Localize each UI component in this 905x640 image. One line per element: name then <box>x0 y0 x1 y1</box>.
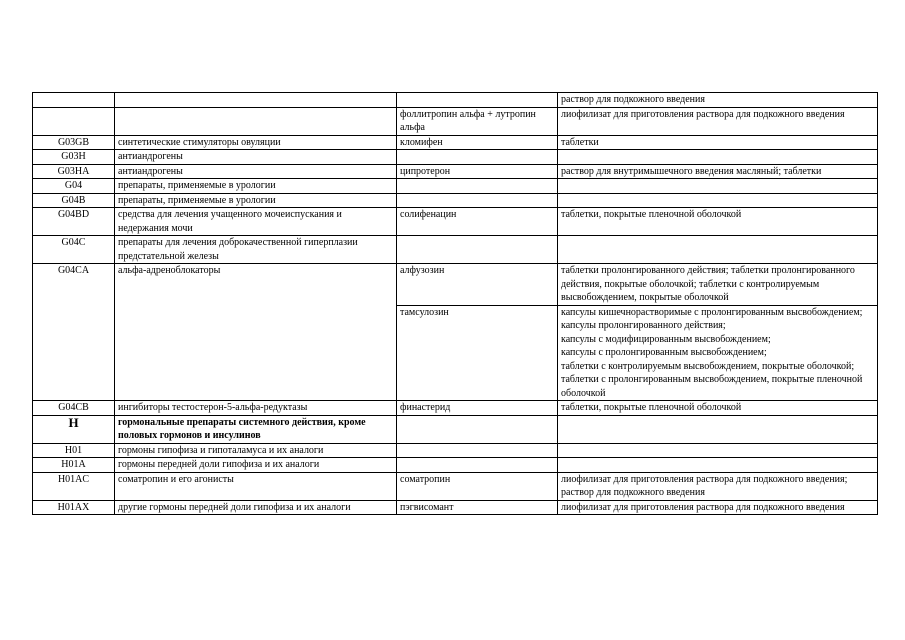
group-name: альфа-адреноблокаторы <box>115 264 397 401</box>
dosage-form-line: таблетки, покрытые пленочной оболочкой <box>561 209 742 220</box>
table-row <box>33 208 878 236</box>
table-row <box>33 443 878 458</box>
dosage-form-line: лиофилизат для приготовления раствора для подкожного введения; <box>561 473 848 485</box>
atc-code: G03GB <box>33 135 115 150</box>
dosage-form-line: лиофилизат для приготовления раствора для подкожного введения <box>561 108 845 120</box>
dosage-form-line: раствор для внутримышечного введения масляный; таблетки <box>561 165 822 177</box>
dosage-form-line: капсулы с пролонгированным высвобождением; <box>561 347 767 358</box>
dosage-form <box>558 458 878 473</box>
drug-name: соматропин <box>397 472 558 500</box>
dosage-form-line: таблетки, покрытые пленочной оболочкой <box>561 402 742 413</box>
atc-code: H01AX <box>33 500 115 515</box>
drug-name <box>397 458 558 473</box>
atc-code: H01A <box>33 458 115 473</box>
dosage-form <box>558 443 878 458</box>
table-row <box>33 401 878 416</box>
table-row <box>33 93 878 108</box>
atc-code: H01AC <box>33 472 115 500</box>
drug-name: кломифен <box>397 135 558 150</box>
table-row <box>33 500 878 515</box>
table-row <box>33 150 878 165</box>
drug-name <box>397 179 558 194</box>
dosage-form <box>558 500 878 515</box>
dosage-form <box>558 93 878 108</box>
atc-code <box>33 107 115 135</box>
group-name: антиандрогены <box>115 164 397 179</box>
group-name: средства для лечения учащенного мочеиспускания и недержания мочи <box>115 208 397 236</box>
atc-code: G04CA <box>33 264 115 401</box>
dosage-form <box>558 264 878 306</box>
atc-code <box>33 93 115 108</box>
dosage-form <box>558 135 878 150</box>
atc-code: G04C <box>33 236 115 264</box>
table-row <box>33 107 878 135</box>
group-name: антиандрогены <box>115 150 397 165</box>
table-row <box>33 135 878 150</box>
dosage-form-line: капсулы кишечнорастворимые с пролонгированным высвобождением; <box>561 306 863 318</box>
atc-code: G04CB <box>33 401 115 416</box>
dosage-form <box>558 208 878 236</box>
group-name: ингибиторы тестостерон-5-альфа-редуктазы <box>115 401 397 416</box>
group-name: гормоны передней доли гипофиза и их аналоги <box>115 458 397 473</box>
atc-code: G04B <box>33 193 115 208</box>
table-row <box>33 236 878 264</box>
dosage-form <box>558 193 878 208</box>
table-row <box>33 164 878 179</box>
group-name: соматропин и его агонисты <box>115 472 397 500</box>
dosage-form <box>558 236 878 264</box>
dosage-form-line: таблетки пролонгированного действия; таблетки пролонгированного действия, покрытые оболочкой; таблетки с контролируемым высвобождением, покрытые оболочкой <box>561 265 855 303</box>
dosage-form-line: лиофилизат для приготовления раствора для подкожного введения <box>561 501 845 513</box>
atc-code: G03HA <box>33 164 115 179</box>
dosage-form-line: таблетки <box>561 136 599 148</box>
drug-name <box>397 93 558 108</box>
atc-code: H <box>33 415 115 443</box>
dosage-form-line: таблетки с пролонгированным высвобождением, покрытые пленочной оболочкой <box>561 374 863 399</box>
dosage-form <box>558 107 878 135</box>
drug-name <box>397 236 558 264</box>
dosage-form <box>558 179 878 194</box>
group-name: синтетические стимуляторы овуляции <box>115 135 397 150</box>
drug-name: алфузозин <box>397 264 558 306</box>
table-row <box>33 415 878 443</box>
drug-name <box>397 150 558 165</box>
atc-code: G04 <box>33 179 115 194</box>
drug-registry-table <box>32 92 878 515</box>
drug-name: тамсулозин <box>397 305 558 401</box>
drug-name: ципротерон <box>397 164 558 179</box>
atc-code: G04BD <box>33 208 115 236</box>
drug-name <box>397 415 558 443</box>
drug-name: фоллитропин альфа + лутропин альфа <box>397 107 558 135</box>
drug-name <box>397 193 558 208</box>
table-row <box>33 472 878 500</box>
drug-name <box>397 443 558 458</box>
dosage-form-line: таблетки с контролируемым высвобождением, покрытые оболочкой; <box>561 360 855 372</box>
dosage-form-line: капсулы с модифицированным высвобождением; <box>561 333 771 345</box>
group-name: препараты для лечения доброкачественной гиперплазии предстательной железы <box>115 236 397 264</box>
dosage-form <box>558 472 878 500</box>
group-name: препараты, применяемые в урологии <box>115 179 397 194</box>
dosage-form <box>558 415 878 443</box>
table-row <box>33 193 878 208</box>
group-name <box>115 93 397 108</box>
dosage-form <box>558 164 878 179</box>
table-row <box>33 458 878 473</box>
table-row <box>33 179 878 194</box>
dosage-form <box>558 401 878 416</box>
dosage-form <box>558 305 878 401</box>
group-name: другие гормоны передней доли гипофиза и их аналоги <box>115 500 397 515</box>
drug-name: финастерид <box>397 401 558 416</box>
group-name: препараты, применяемые в урологии <box>115 193 397 208</box>
group-name: гормоны гипофиза и гипоталамуса и их аналоги <box>115 443 397 458</box>
dosage-form-line: раствор для подкожного введения <box>561 487 705 498</box>
table-row <box>33 264 878 306</box>
group-name: гормональные препараты системного действия, кроме половых гормонов и инсулинов <box>115 415 397 443</box>
dosage-form <box>558 150 878 165</box>
group-name <box>115 107 397 135</box>
dosage-form-line: раствор для подкожного введения <box>561 94 705 105</box>
atc-code: G03H <box>33 150 115 165</box>
dosage-form-line: капсулы пролонгированного действия; <box>561 320 726 331</box>
drug-name: пэгвисомант <box>397 500 558 515</box>
atc-code: H01 <box>33 443 115 458</box>
drug-name: солифенацин <box>397 208 558 236</box>
